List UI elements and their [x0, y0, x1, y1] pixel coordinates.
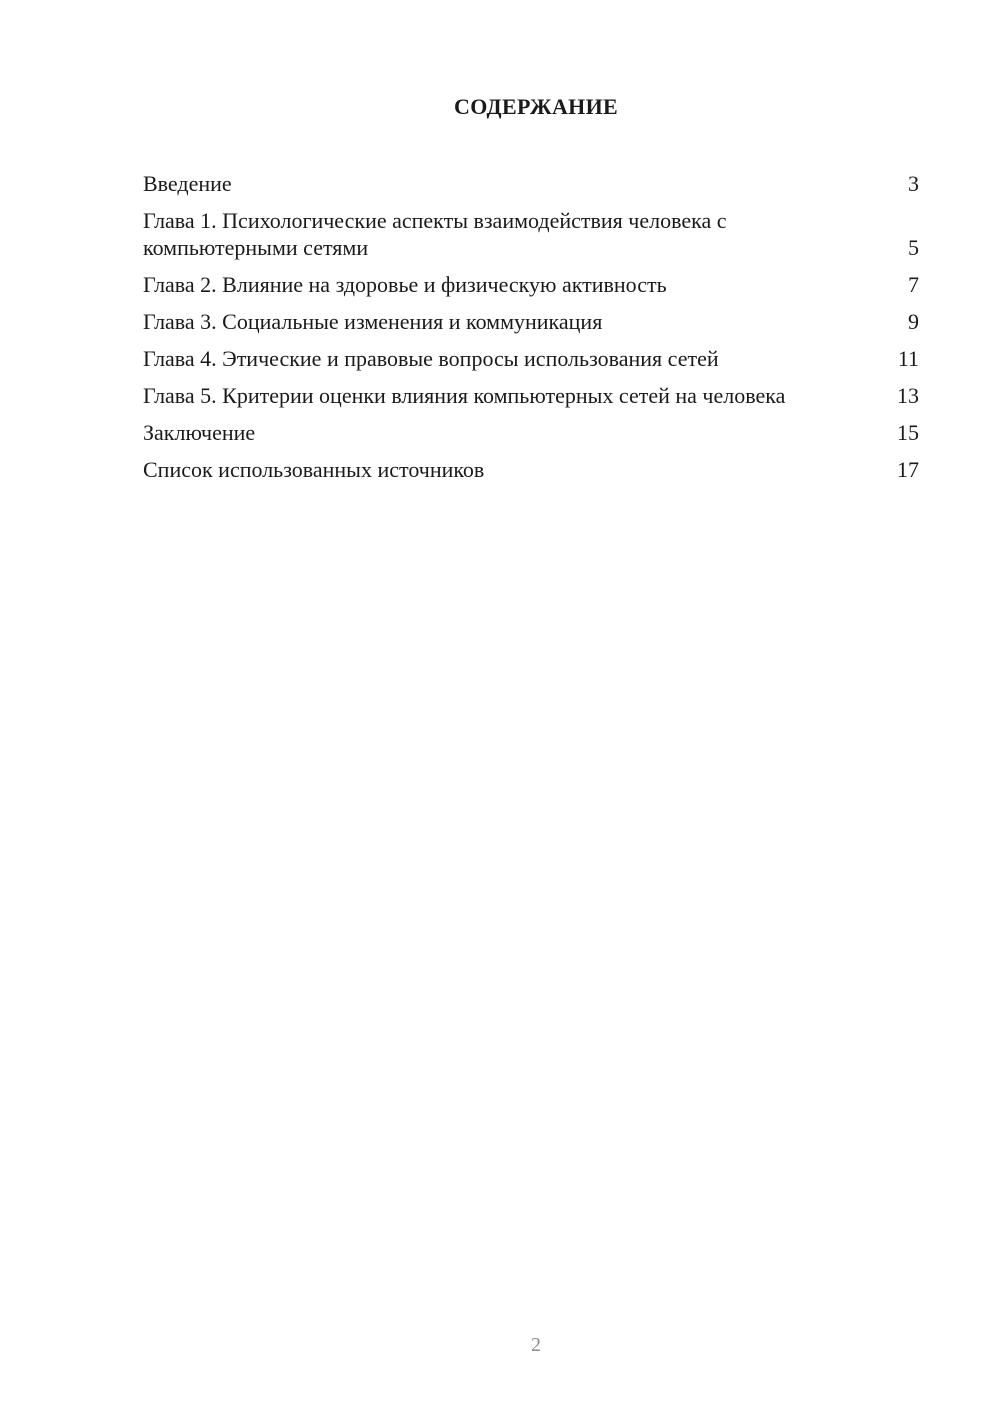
toc-entry-introduction [143, 170, 919, 197]
toc-entry-title: Заключение [143, 420, 256, 445]
toc-entry-page: 9 [908, 309, 919, 334]
toc-entry-conclusion [143, 419, 919, 446]
toc-entry-page: 17 [897, 457, 919, 482]
toc-entry-chapter-5 [143, 382, 919, 409]
toc-entry-page: 3 [908, 171, 919, 196]
toc-entry-title: Глава 5. Критерии оценки влияния компьютерных сетей на человека [143, 383, 786, 408]
toc-entry-page: 11 [897, 346, 919, 371]
toc-entry-page: 15 [897, 420, 919, 445]
toc-entry-title: Список использованных источников [143, 457, 485, 482]
toc-entry-title: Глава 3. Социальные изменения и коммуникация [143, 309, 603, 334]
toc-entry-chapter-3 [143, 308, 919, 335]
page-number: 2 [531, 1334, 541, 1356]
toc-entry-page: 5 [908, 235, 919, 260]
page-title: СОДЕРЖАНИЕ [454, 94, 618, 119]
table-of-contents [143, 170, 919, 493]
toc-entry-title: Глава 1. Психологические аспекты взаимодействия человека с компьютерными сетями [143, 208, 727, 260]
toc-entry-chapter-1 [143, 207, 919, 261]
toc-entry-page: 13 [897, 383, 919, 408]
toc-entry-chapter-4 [143, 345, 919, 372]
toc-entry-title: Глава 2. Влияние на здоровье и физическую активность [143, 272, 667, 297]
toc-entry-page: 7 [908, 272, 919, 297]
toc-entry-title: Введение [143, 171, 232, 196]
toc-entry-references [143, 456, 919, 483]
toc-entry-chapter-2 [143, 271, 919, 298]
toc-entry-title: Глава 4. Этические и правовые вопросы использования сетей [143, 346, 719, 371]
